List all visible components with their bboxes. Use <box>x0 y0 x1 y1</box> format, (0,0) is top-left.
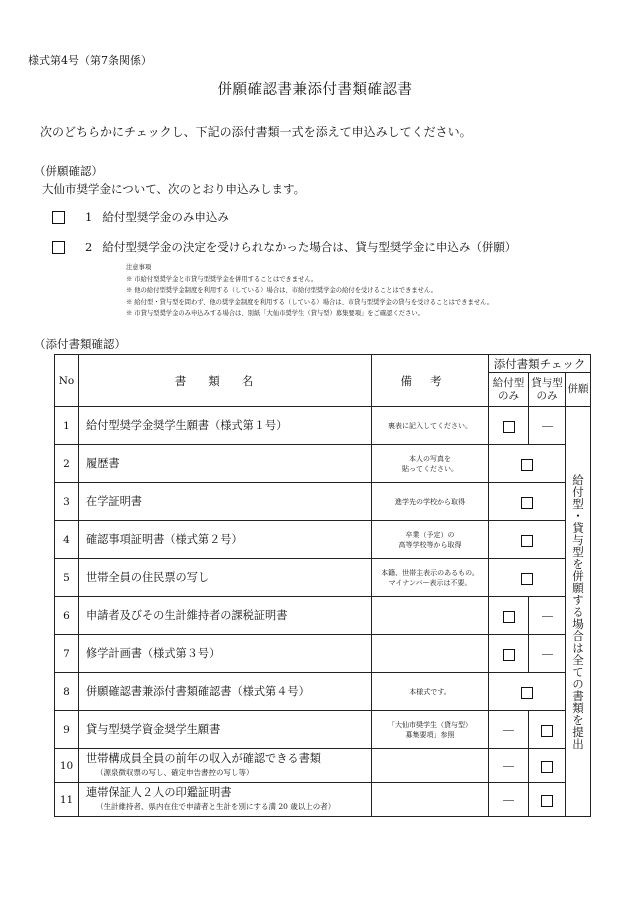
notes-title: 注意事項 <box>126 264 152 271</box>
document-name-cell <box>79 445 372 483</box>
taiyo-cell[interactable] <box>529 783 566 817</box>
document-name-cell <box>79 711 372 749</box>
table-row <box>55 783 591 817</box>
document-name-cell <box>79 559 372 597</box>
document-name-cell <box>79 597 372 635</box>
row-number: 3 <box>55 483 79 521</box>
kyufu-not-applicable <box>503 730 514 731</box>
document-name: 給付型奨学金奨学生願書（様式第１号） <box>86 418 288 432</box>
document-name: 世帯全員の住民票の写し <box>86 570 210 584</box>
table-row <box>55 521 591 559</box>
section-description: 大仙市奨学金について、次のとおり申込みします。 <box>42 182 306 196</box>
taiyo-cell <box>529 597 566 635</box>
kyufu-taiyo-checkbox[interactable] <box>521 573 533 585</box>
header-no: No <box>55 355 79 407</box>
document-name-cell <box>79 635 372 673</box>
kyufu-taiyo-cell[interactable] <box>489 521 566 559</box>
document-remark: 「大仙市奨学生（貸与型） 募集要項」参照 <box>372 711 489 749</box>
document-name-cell <box>79 673 372 711</box>
table-row <box>55 597 591 635</box>
document-name-cell <box>79 407 372 445</box>
kyufu-taiyo-checkbox[interactable] <box>521 535 533 547</box>
table-row <box>55 483 591 521</box>
row-number: 7 <box>55 635 79 673</box>
heigan-note: 給付型・貸与型を併願する場合は全ての書類を提出 <box>571 473 586 750</box>
kyufu-cell[interactable] <box>489 407 529 445</box>
document-name: 貸与型奨学資金奨学生願書 <box>86 722 221 736</box>
document-name: 在学証明書 <box>86 494 142 508</box>
option-1-checkbox[interactable] <box>52 211 65 224</box>
option-2-checkbox[interactable] <box>52 241 65 254</box>
document-name: 修学計画書（様式第３号） <box>86 646 221 660</box>
header-heigan: 併願 <box>566 373 591 407</box>
kyufu-cell <box>489 749 529 783</box>
taiyo-checkbox[interactable] <box>541 795 553 807</box>
option-kyufu-only[interactable] <box>52 209 229 225</box>
document-name: 世帯構成員全員の前年の収入が確認できる書類 <box>86 751 321 765</box>
document-remark: 卒業（予定）の 高等学校等から取得 <box>372 521 489 559</box>
document-name-cell <box>79 749 372 783</box>
header-name: 書類名 <box>79 355 372 407</box>
row-number: 6 <box>55 597 79 635</box>
kyufu-taiyo-cell[interactable] <box>489 445 566 483</box>
kyufu-cell[interactable] <box>489 597 529 635</box>
kyufu-taiyo-cell[interactable] <box>489 483 566 521</box>
row-number: 1 <box>55 407 79 445</box>
document-subnote: （生計維持者、県内在住で申請者と生計を別にする満 20 歳以上の者） <box>96 801 336 811</box>
note-item: ※ 市給付型奨学金と市貸与型奨学金を併用することはできません。 <box>126 275 318 283</box>
kyufu-cell[interactable] <box>489 635 529 673</box>
kyufu-taiyo-checkbox[interactable] <box>521 497 533 509</box>
row-number: 2 <box>55 445 79 483</box>
section-heading-attachments: （添付書類確認） <box>34 337 126 351</box>
header-taiyo: 貸与型のみ <box>529 373 566 407</box>
table-row <box>55 673 591 711</box>
note-item: ※ 市貸与型奨学金のみ申込みする場合は、別紙「大仙市奨学生（貸与型）募集要項」をご確認ください。 <box>126 310 424 317</box>
kyufu-taiyo-cell[interactable] <box>489 673 566 711</box>
kyufu-taiyo-checkbox[interactable] <box>521 687 533 699</box>
kyufu-checkbox[interactable] <box>503 611 515 623</box>
option-2-number: 2 <box>85 240 93 254</box>
attachments-table <box>54 354 591 817</box>
note-item: ※ 給付型・貸与型を問わず、他の奨学金制度を利用する（している）場合は、市貸与型奨学金の貸与を受けることはできません。 <box>126 298 494 306</box>
note-item: ※ 他の給付型奨学金制度を利用する（している）場合は、市給付型奨学金の給付を受けることはできません。 <box>126 287 437 294</box>
page-title: 併願確認書兼添付書類確認書 <box>217 82 413 98</box>
document-remark: 本様式です。 <box>372 673 489 711</box>
kyufu-cell <box>489 783 529 817</box>
heigan-column <box>566 407 591 817</box>
header-kyufu: 給付型のみ <box>489 373 529 407</box>
taiyo-not-applicable <box>542 426 553 427</box>
row-number: 5 <box>55 559 79 597</box>
document-subnote: （源泉徴収票の写し、確定申告書控の写し等） <box>96 767 254 777</box>
table-row <box>55 407 591 445</box>
document-name: 連帯保証人２人の印鑑証明書 <box>86 785 232 799</box>
document-name-cell <box>79 521 372 559</box>
document-remark <box>372 749 489 783</box>
kyufu-cell <box>489 711 529 749</box>
document-name: 確認事項証明書（様式第２号） <box>86 532 243 546</box>
section-heading-heigan: （併願確認） <box>34 164 103 178</box>
taiyo-cell <box>529 407 566 445</box>
header-check-group: 添付書類チェック <box>489 355 591 373</box>
kyufu-checkbox[interactable] <box>503 649 515 661</box>
row-number: 4 <box>55 521 79 559</box>
taiyo-checkbox[interactable] <box>541 761 553 773</box>
document-name-cell <box>79 483 372 521</box>
taiyo-not-applicable <box>542 654 553 655</box>
option-2-label: 給付型奨学金の決定を受けられなかった場合は、貸与型奨学金に申込み（併願） <box>102 240 517 254</box>
table-row <box>55 445 591 483</box>
document-name-cell <box>79 783 372 817</box>
document-remark: 進学先の学校から取得 <box>372 483 489 521</box>
document-remark: 本人の写真を 貼ってください。 <box>372 445 489 483</box>
header-remarks: 備考 <box>372 355 489 407</box>
document-remark <box>372 783 489 817</box>
document-remark: 裏表に記入してください。 <box>372 407 489 445</box>
document-name: 併願確認書兼添付書類確認書（様式第４号） <box>86 684 310 698</box>
kyufu-checkbox[interactable] <box>503 421 515 433</box>
document-remark <box>372 635 489 673</box>
intro-text: 次のどちらかにチェックし、下記の添付書類一式を添えて申込みしてください。 <box>40 125 472 139</box>
option-heigan[interactable] <box>52 239 516 255</box>
notes-block <box>120 262 493 320</box>
form-number: 様式第4号（第7条関係） <box>28 54 152 67</box>
document-remark: 本籍、世帯主表示のあるもの。 マイナンバー表示は不要。 <box>372 559 489 597</box>
table-body <box>55 407 591 817</box>
kyufu-not-applicable <box>503 800 514 801</box>
row-number: 10 <box>55 749 79 783</box>
taiyo-not-applicable <box>542 616 553 617</box>
table-row <box>55 711 591 749</box>
table-row <box>55 749 591 783</box>
kyufu-taiyo-cell[interactable] <box>489 559 566 597</box>
table-row <box>55 635 591 673</box>
taiyo-cell[interactable] <box>529 749 566 783</box>
table-row <box>55 559 591 597</box>
taiyo-checkbox[interactable] <box>541 725 553 737</box>
row-number: 9 <box>55 711 79 749</box>
row-number: 11 <box>55 783 79 817</box>
document-name: 申請者及びその生計維持者の課税証明書 <box>86 608 288 622</box>
row-number: 8 <box>55 673 79 711</box>
kyufu-taiyo-checkbox[interactable] <box>521 459 533 471</box>
document-remark <box>372 597 489 635</box>
taiyo-cell[interactable] <box>529 711 566 749</box>
document-name: 履歴書 <box>86 456 120 470</box>
option-1-number: 1 <box>85 210 93 224</box>
option-1-label: 給付型奨学金のみ申込み <box>102 210 229 224</box>
taiyo-cell <box>529 635 566 673</box>
kyufu-not-applicable <box>503 766 514 767</box>
